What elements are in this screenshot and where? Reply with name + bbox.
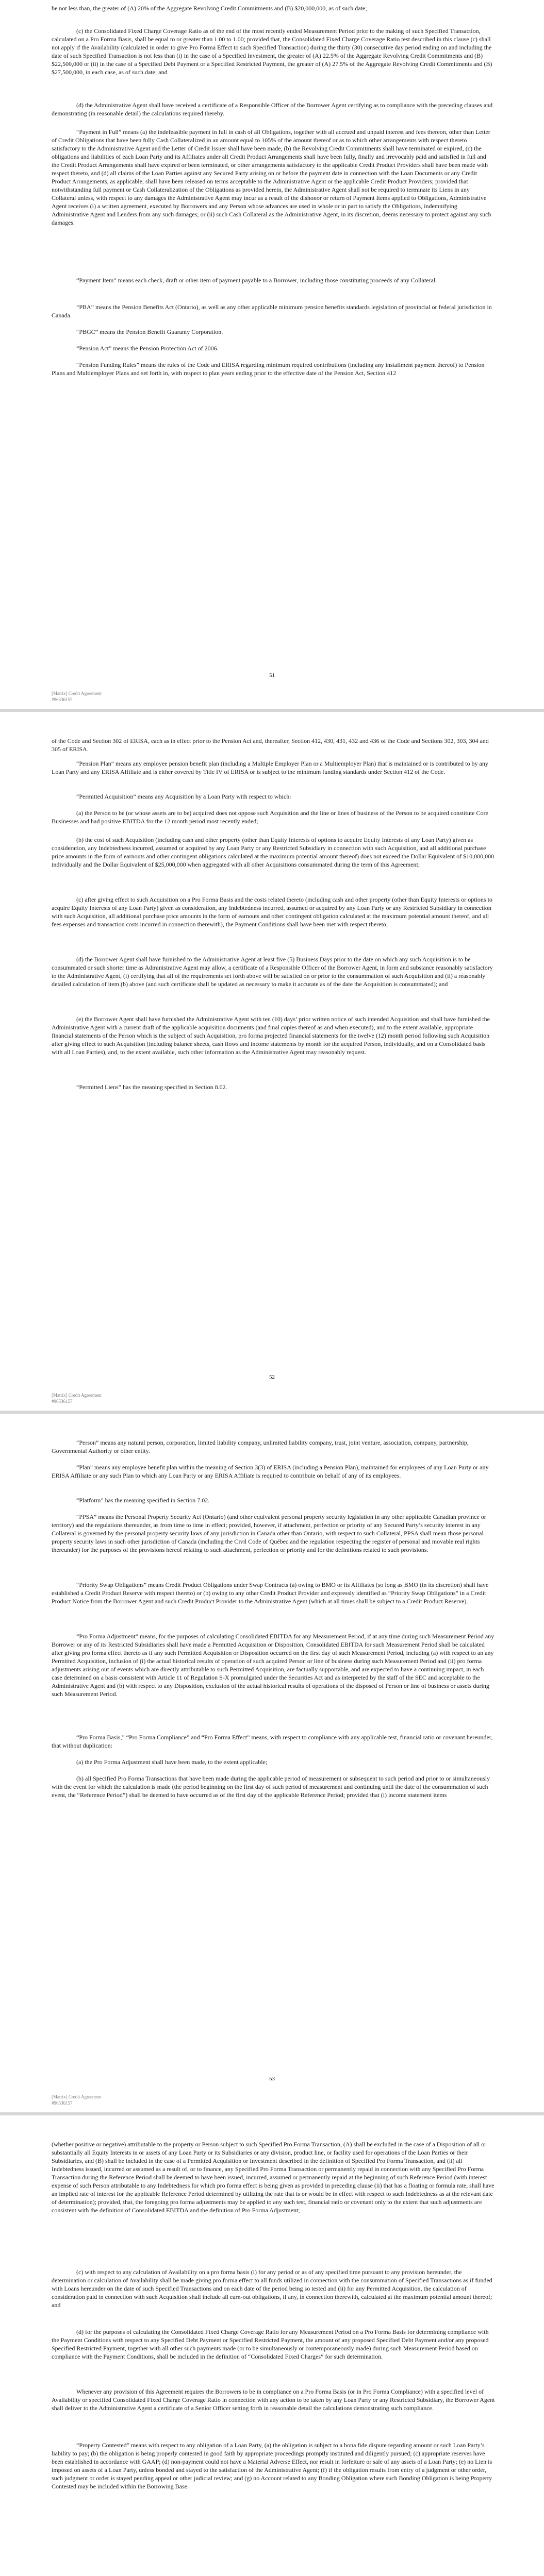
- footer-ref-id: #96536157: [52, 697, 73, 702]
- footer-ref: [52, 1392, 102, 1404]
- paragraph: (e) the Borrower Agent shall have furnished the Administrative Agent with ten (10) days’ prior written notice of such intended Acquisition and shall have furnished the Administrative Agent with a current draft of the applicable acquisition documents (and final copies thereof as and when executed), and to the extent available, appropriate financial statements of the Person which is the subject of such Acquisition, pro forma projected financial statements for the twelve (12) month period following such Acquisition after giving effect to such Acquisition (including balance sheets, cash flows and income statements by month for the acquired Person, individually, and on a Consolidated basis with all Loan Parties), and, to the extent available, such other information as the Administrative Agent may reasonably request.: [52, 1015, 490, 1056]
- page-53: [0, 1414, 544, 2114]
- page-number: 52: [269, 1374, 275, 1380]
- paragraph: (a) the Pro Forma Adjustment shall have been made, to the extent applicable;: [76, 1758, 268, 1766]
- footer-ref-id: #96536157: [52, 1399, 73, 1404]
- paragraph: “Platform” has the meaning specified in Section 7.02.: [76, 1497, 210, 1504]
- paragraph: “Permitted Acquisition” means any Acquisition by a Loan Party with respect to which:: [76, 793, 291, 800]
- paragraph: “Pro Forma Adjustment” means, for the purposes of calculating Consolidated EBITDA for any Measurement Period, if at any time during such Measurement Period any Borrower or any of its Restricted Subsidiaries shall have made a Permitted Acquisition or Disposition, Consolidated EBITDA for such Measurement Period shall be calculated after giving pro forma effect thereto as if any such Permitted Acquisition or Disposition occurred on the first day of such Measurement Period, including (a) with respect to an any Permitted Acquisition, inclusion of (i) the actual historical results of operation of such acquired Person or line of business during such Measurement Period and (ii) pro forma adjustments arising out of events which are directly attributable to such Permitted Acquisition, are factually supportable, and are expected to have a continuing impact, in each case determined on a basis consistent with Article 11 of Regulation S-X promulgated under the Securities Act and as interpreted by the staff of the SEC and acceptable to the Administrative Agent and (b) with respect to any Disposition, exclusion of the actual historical results of operations of the disposed of Person or line of business or assets during such Measurement Period.: [52, 1633, 494, 1698]
- paragraph: “PBA” means the Pension Benefits Act (Ontario), as well as any other applicable minimum pension benefits standards legislation of provincial or federal jurisdiction in Canada.: [52, 303, 492, 319]
- footer-ref-id: #96536157: [52, 2100, 73, 2106]
- paragraph: Whenever any provision of this Agreement requires the Borrowers to be in compliance on a Pro Forma Basis (or in Pro Forma Compliance) with a specified level of Availability or specified Consolidated Fixed Charge Coverage Ratio in connection with any action to be taken by any Loan Party or any Restricted Subsidiary, the Borrower Agent shall deliver to the Administrative Agent a certificate of a Senior Officer setting forth in reasonable detail the calculations demonstrating such compliance.: [52, 2388, 495, 2412]
- paragraph: (d) the Borrower Agent shall have furnished to the Administrative Agent at least five (5) Business Days prior to the date on which any such Acquisition is to be consummated or such shorter time as Administrative Agent may allow, a certificate of a Responsible Officer of the Borrower Agent, in form and substance reasonably satisfactory to the Administrative Agent, (i) certifying that all of the requirements set forth above will be satisfied on or prior to the consummation of such Acquisition and (ii) a reasonably detailed calculation of item (b) above (and such certificate shall be updated as necessary to make it accurate as of the date the Acquisition is consummated); and: [52, 956, 493, 988]
- paragraph: (c) the Consolidated Fixed Charge Coverage Ratio as of the end of the most recently ended Measurement Period prior to the making of such Specified Transaction, calculated on a Pro Forma Basis, shall be equal to or greater than 1.00 to 1.00; provided that, the Consolidated Fixed Charge Coverage Ratio test described in this clause (c) shall not apply if the Availability (calculated in order to give Pro Forma Effect to such Specified Transaction) during the thirty (30) consecutive day period ending on and including the date of such Specified Transaction is not less than (i) in the case of a Specified Investment, the greater of (A) 22.5% of the Aggregate Revolving Credit Commitments and (B) $22,500,000 or (ii) in the case of a Specified Debt Payment or a Specified Restricted Payment, the greater of (A) 27.5% of the Aggregate Revolving Credit Commitments and (B) $27,500,000, in each case, as of such date; and: [52, 27, 492, 76]
- paragraph: “Priority Swap Obligations” means Credit Product Obligations under Swap Contracts (a) owing to BMO or its Affiliates (so long as BMO (in its discretion) shall have established a Credit Product Reserve with respect thereto) or (b) owing to any other Credit Product Provider and expressly identified as “Priority Swap Obligations” in a Credit Product Notice from the Borrower Agent and such Credit Product Provider to the Administrative Agent (which at all times shall be subject to a Credit Product Reserve).: [52, 1581, 489, 1605]
- paragraph: “Payment Item” means each check, draft or other item of payment payable to a Borrower, including those constituting proceeds of any Collateral.: [76, 277, 437, 284]
- paragraph: of the Code and Section 302 of ERISA, each as in effect prior to the Pension Act and, thereafter, Section 412, 430, 431, 432 and 436 of the Code and Sections 302, 303, 304 and 305 of ERISA.: [52, 737, 489, 753]
- paragraph: (d) for the purposes of calculating the Consolidated Fixed Charge Coverage Ratio for any Measurement Period on a Pro Forma Basis for determining compliance with the Payment Conditions with respect to any Specified Debt Payment or Specified Restricted Payment, the amount of any proposed Specified Debt Payment and/or any proposed Specified Restricted Payment, together with all other such payments made (or to be simultaneously or contemporaneously made) during such Measurement Period based on compliance with the Payment Conditions, shall be included in the definition of “Consolidated Fixed Charges” for such determination.: [52, 2328, 489, 2360]
- paragraph: (whether positive or negative) attributable to the property or Person subject to such Specified Pro Forma Transaction, (A) shall be excluded in the case of a Disposition of all or substantially all Equity Interests in or assets of any Loan Party or its Subsidiaries or any division, product line, or facility used for operations of the Loan Parties or their Subsidiaries, and (B) shall be included in the case of a Permitted Acquisition or Investment described in the definition of Specified Pro Forma Transaction, and (ii) all Indebtedness issued, incurred or assumed as a result of, or to finance, any Specified Pro Forma Transaction or permanently repaid in connection with any Specified Pro Forma Transaction during the Reference Period shall be deemed to have been issued, incurred, assumed or permanently repaid at the beginning of such Reference Period (with interest expense of such Person attributable to any Indebtedness for which pro forma effect is being given as provided in preceding clause (ii) that has a floating or formula rate, shall have an implied rate of interest for the applicable Reference Period determined by utilizing the rate that is or would be in effect with respect to such Indebtedness as at the relevant date of determination); provided, that, the foregoing pro forma adjustments may be applied to any such test, financial ratio or covenant only to the extent that such adjustments are consistent with the definition of Consolidated EBITDA and the definition of Pro Forma Adjustment;: [52, 2141, 494, 2214]
- paragraph: “Payment in Full” means (a) the indefeasible payment in full in cash of all Obligations, together with all accrued and unpaid interest and fees thereon, other than Letter of Credit Obligations that have been fully Cash Collateralized in an amount equal to 105% of the amount thereof or as to which other arrangements with respect thereto satisfactory to the Administrative Agent and the Letter of Credit Issuer shall have been made, (b) the Revolving Credit Commitments shall have terminated or expired, (c) the obligations and liabilities of each Loan Party and its Affiliates under all Credit Product Arrangements shall have been fully, finally and irrevocably paid and satisfied in full and the Credit Product Arrangements shall have expired or been terminated, or other arrangements satisfactory to the applicable Credit Product Providers shall have been made with respect thereto, and (d) all claims of the Loan Parties against any Secured Party arising on or before the payment date in connection with the Loan Documents or any Credit Product Arrangements, as applicable, shall have been released on terms acceptable to the Administrative Agent or the applicable Credit Product Providers; provided that notwithstanding full payment or Cash Collateralization of the Obligations as provided herein, the Administrative Agent shall not be required to terminate its Liens in any Collateral unless, with respect to any damages the Administrative Agent may incur as a result of the dishonor or return of Payment Items applied to Obligations, Administrative Agent receives (i) a written agreement, executed by Borrowers and any Person whose advances are used in whole or in part to satisfy the Obligations, indemnifying Administrative Agent and Lenders from any such damages; or (ii) such Cash Collateral as the Administrative Agent, in its discretion, deems necessary to protect against any such damages.: [52, 128, 491, 226]
- paragraph: “Property Contested” means with respect to any obligation of a Loan Party, (a) the obligation is subject to a bona fide dispute regarding amount or such Loan Party’s liability to pay; (b) the obligation is being properly contested in good faith by appropriate proceedings promptly instituted and diligently pursued; (c) appropriate reserves have been established in accordance with GAAP; (d) non-payment could not have a Material Adverse Effect, nor result in forfeiture or sale of any assets of a Loan Party; (e) no Lien is imposed on assets of a Loan Party, unless bonded and stayed to the satisfaction of the Administrative Agent; (f) if the obligation results from entry of a judgment or other order, such judgment or order is stayed pending appeal or other judicial review; and (g) no Account related to any Bonding Obligation where such Bonding Obligation is being Property Contested may be included within the Borrowing Base.: [52, 2442, 492, 2490]
- page-number: 51: [269, 672, 275, 679]
- paragraph: (b) all Specified Pro Forma Transactions that have been made during the applicable period of measurement or subsequent to such period and prior to or simultaneously with the event for which the calculation is made (the period beginning on the first day of such period of measurement and continuing until the date of the consummation of such event, the “Reference Period”) shall be deemed to have occurred as of the first day of the applicable Reference Period; provided that (i) income statement items: [52, 1775, 490, 1799]
- footer-ref-title: [Matrix] Credit Agreement: [52, 691, 102, 696]
- paragraph: “Pro Forma Basis,” “Pro Forma Compliance” and “Pro Forma Effect” means, with respect to compliance with any applicable test, financial ratio or covenant hereunder, that without duplication:: [52, 1734, 493, 1749]
- paragraph: “Pension Act” means the Pension Protection Act of 2006.: [76, 345, 219, 352]
- page-52: [0, 712, 544, 1413]
- paragraph: (a) the Person to be (or whose assets are to be) acquired does not oppose such Acquisition and the line or lines of business of the Person to be acquired constitute Core Businesses and had positive EBITDA for the 12 month period most recently ended;: [52, 809, 488, 825]
- paragraph: (d) the Administrative Agent shall have received a certificate of a Responsible Officer of the Borrower Agent certifying as to compliance with the preceding clauses and demonstrating (in reasonable detail) the calculations required thereby.: [52, 101, 493, 117]
- page-number: 53: [269, 2076, 275, 2082]
- paragraph: (b) the cost of such Acquisition (including cash and other property (other than Equity Interests of options to acquire Equity Interests of any Loan Party) given as consideration, any Indebtedness incurred, assumed or acquired by any Loan Party or any Restricted Subsidiary in connection with such Acquisition, and all additional purchase price amounts in the form of earnouts and other contingent obligations calculated at the maximum potential amount thereof) does not exceed the Dollar Equivalent of $10,000,000 individually and the Dollar Equivalent of $25,000,000 when aggregated with all other Acquisitions consummated during the term of this Agreement;: [52, 836, 494, 868]
- paragraph: “Plan” means any employee benefit plan within the meaning of Section 3(3) of ERISA (including a Pension Plan), maintained for employees of any Loan Party or any ERISA Affiliate or any such Plan to which any Loan Party or any ERISA Affiliate is required to contribute on behalf of any of its employees.: [52, 1464, 489, 1479]
- paragraph: “PBGC” means the Pension Benefit Guaranty Corporation.: [76, 328, 223, 335]
- footer-ref: [52, 2094, 102, 2106]
- footer-ref: [52, 690, 102, 703]
- paragraph: “PPSA” means the Personal Property Security Act (Ontario) (and other equivalent personal property security legislation in any other applicable Canadian province or territory) and the regulations thereunder, as from time to time in effect; provided, however, if attachment, perfection or priority of any Secured Party’s security interest in any Collateral is governed by the personal property security laws of any jurisdiction in Canada other than Ontario, with respect to such Collateral, PPSA shall mean those personal property security laws in such other jurisdiction of Canada (including the Civil Code of Québec and the regulation respecting the register of personal and movable real rights thereunder) for the purposes of the provisions hereof relating to such attachment, perfection or priority and for the definitions related to such provisions.: [52, 1513, 486, 1553]
- paragraph: be not less than, the greater of (A) 20% of the Aggregate Revolving Credit Commitments and (B) $20,000,000, as of such date;: [52, 5, 367, 12]
- paragraph: “Permitted Liens” has the meaning specified in Section 8.02.: [76, 1083, 227, 1091]
- paragraph: “Person” means any natural person, corporation, limited liability company, unlimited liability company, trust, joint venture, association, company, partnership, Governmental Authority or other entity.: [52, 1439, 469, 1454]
- footer-ref-title: [Matrix] Credit Agreement: [52, 1393, 102, 1398]
- page-51: [0, 0, 544, 711]
- paragraph: “Pension Plan” means any employee pension benefit plan (including a Multiple Employer Plan or a Multiemployer Plan) that is maintained or is contributed to by any Loan Party and any ERISA Affiliate and is either covered by Title IV of ERISA or is subject to the minimum funding standards under Section 412 of the Code.: [52, 760, 488, 775]
- footer-ref-title: [Matrix] Credit Agreement: [52, 2094, 102, 2099]
- page-54: [0, 2115, 544, 2576]
- paragraph: (c) with respect to any calculation of Availability on a pro forma basis (i) for any period or as of any specified time pursuant to any provision hereunder, the determination or calculation of Availability shall be made giving pro forma effect to all funds utilized in connection with the consummation of Specified Transactions as if funded with Loans hereunder on the date of such Specified Transactions and on each date of the period being so tested and (ii) for any Permitted Acquisition, the calculation of consideration paid in connection with such Acquisition shall include all earn-out obligations, if any, in connection therewith, calculated at the maximum potential amount thereof; and: [52, 2268, 492, 2309]
- paragraph: (c) after giving effect to such Acquisition on a Pro Forma Basis and the costs related thereto (including cash and other property (other than Equity Interests or options to acquire Equity Interests of any Loan Party) given as consideration, any Indebtedness incurred, assumed or acquired by any Loan Party or any Restricted Subsidiary in connection with such Acquisition, all additional purchase price amounts in the form of earnouts and other contingent obligation calculated at the maximum potential amount thereof, and all fees expenses and transaction costs incurred in connection therewith), the Payment Conditions shall have been met with respect thereto;: [52, 896, 492, 928]
- paragraph: “Pension Funding Rules” means the rules of the Code and ERISA regarding minimum required contributions (including any installment payment thereof) to Pension Plans and Multiemployer Plans and set forth in, with respect to plan years ending prior to the effective date of the Pension Act, Section 412: [52, 361, 485, 377]
